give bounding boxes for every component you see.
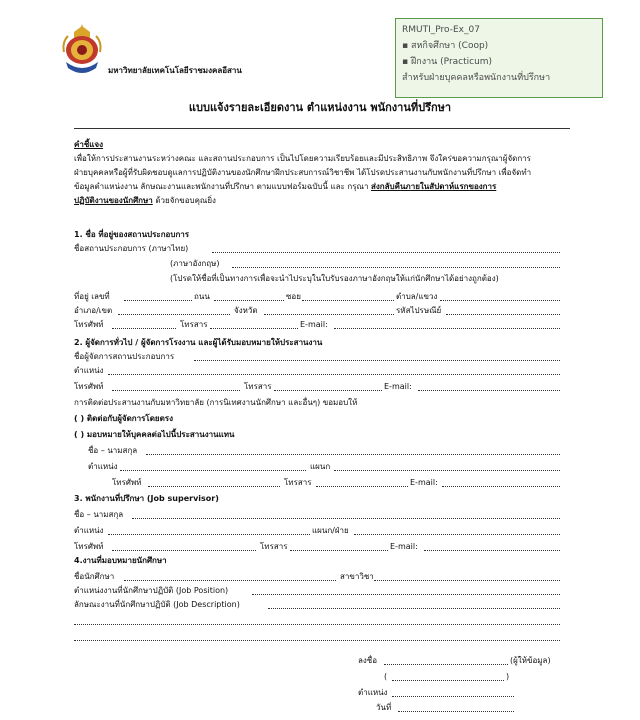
student-label: ชื่อนักศึกษา: [74, 572, 115, 581]
s3-dept-label: แผนก/ฝ่าย: [312, 526, 349, 535]
s1-email-field[interactable]: [334, 328, 560, 329]
university-name: มหาวิทยาลัยเทคโนโลยีราชมงคลอีสาน: [108, 66, 242, 75]
instructions-line2: ฝ่ายบุคคลหรือผู้ที่รับผิดชอบดูแลการปฏิบัติงานของนักศึกษาฝึกประสบการณ์วิชาชีพ ได้โปรดประสานงานกับพนักงานที่ปรึกษา เพื่อจัดทำ: [74, 168, 532, 177]
job-desc-line-3[interactable]: [74, 640, 560, 641]
sign-position-field[interactable]: [392, 696, 514, 697]
s3-email-field[interactable]: [424, 550, 560, 551]
delegate-email-field[interactable]: [442, 486, 560, 487]
subdistrict-field[interactable]: [440, 300, 560, 301]
informant-label: (ผู้ให้ข้อมูล): [510, 656, 551, 665]
delegate-position-label: ตำแหน่ง: [88, 462, 118, 471]
s2-phone-label: โทรศัพท์: [74, 382, 104, 391]
delegate-dept-label: แผนก: [310, 462, 331, 471]
s2-phone-field[interactable]: [112, 390, 240, 391]
paren-open: (: [384, 672, 388, 681]
s2-fax-field[interactable]: [274, 390, 382, 391]
s2-position-field[interactable]: [108, 374, 560, 375]
delegate-fax-label: โทรสาร: [284, 478, 312, 487]
for-note: สำหรับฝ่ายบุคคลหรือพนักงานที่ปรึกษา: [402, 73, 551, 83]
major-field[interactable]: [374, 580, 560, 581]
s2-fax-label: โทรสาร: [244, 382, 272, 391]
option-delegate[interactable]: ( ) มอบหมายให้บุคคลต่อไปนี้ประสานงานแทน: [74, 430, 235, 439]
delegate-name-label: ชื่อ – นามสกุล: [88, 446, 138, 455]
title-rule: [74, 128, 570, 129]
s3-name-label: ชื่อ – นามสกุล: [74, 510, 124, 519]
s1-email-label: E-mail:: [300, 320, 328, 329]
delegate-phone-label: โทรศัพท์: [112, 478, 142, 487]
job-desc-field[interactable]: [268, 608, 560, 609]
form-code-box: [395, 18, 603, 98]
delegate-phone-field[interactable]: [148, 486, 280, 487]
section1-heading: 1. ชื่อ ที่อยู่ของสถานประกอบการ: [74, 230, 190, 239]
sign-date-field[interactable]: [398, 711, 514, 712]
company-name-note: (โปรดให้ชื่อที่เป็นทางการเพื่อจะนำไประบุในใบรับรองภาษาอังกฤษให้แก่นักศึกษาได้อย่างถูกต้อง): [170, 274, 499, 283]
s1-phone-field[interactable]: [112, 328, 176, 329]
option-direct-manager[interactable]: ( ) ติดต่อกับผู้จัดการโดยตรง: [74, 414, 173, 423]
option-coop: ▪ สหกิจศึกษา (Coop): [402, 41, 489, 51]
postcode-label: รหัสไปรษณีย์: [396, 306, 442, 315]
instructions-line4: ปฏิบัติงานของนักศึกษา ด้วยจักขอบคุณยิ่ง: [74, 196, 216, 205]
s3-position-field[interactable]: [108, 534, 310, 535]
manager-label: ชื่อผู้จัดการสถานประกอบการ: [74, 352, 175, 361]
soi-label: ซอย: [286, 292, 301, 301]
delegate-position-field[interactable]: [120, 470, 306, 471]
s3-phone-field[interactable]: [112, 550, 256, 551]
province-label: จังหวัด: [234, 306, 258, 315]
s3-phone-label: โทรศัพท์: [74, 542, 104, 551]
delegate-dept-field[interactable]: [334, 470, 560, 471]
district-label: อำเภอ/เขต: [74, 306, 113, 315]
delegate-email-label: E-mail:: [410, 478, 438, 487]
section4-heading: 4.งานที่มอบหมายนักศึกษา: [74, 556, 167, 565]
address-label: ที่อยู่ เลขที่: [74, 292, 110, 301]
road-label: ถนน: [194, 292, 210, 301]
paren-close: ): [506, 672, 510, 681]
s3-fax-label: โทรสาร: [260, 542, 288, 551]
district-field[interactable]: [118, 314, 230, 315]
s1-fax-field[interactable]: [210, 328, 298, 329]
company-en-field[interactable]: [232, 267, 560, 268]
student-field[interactable]: [124, 580, 336, 581]
soi-field[interactable]: [302, 300, 394, 301]
s3-fax-field[interactable]: [290, 550, 388, 551]
company-th-label: ชื่อสถานประกอบการ (ภาษาไทย): [74, 244, 189, 253]
road-field[interactable]: [214, 300, 284, 301]
job-desc-label: ลักษณะงานที่นักศึกษาปฏิบัติ (Job Description): [74, 600, 240, 609]
job-position-label: ตำแหน่งงานที่นักศึกษาปฏิบัติ (Job Position): [74, 586, 229, 595]
university-seal-icon: [60, 22, 104, 76]
s3-dept-field[interactable]: [354, 534, 560, 535]
subdistrict-label: ตำบล/แขวง: [396, 292, 438, 301]
major-label: สาขาวิชา: [340, 572, 374, 581]
company-en-label: (ภาษาอังกฤษ): [170, 259, 220, 268]
form-code: RMUTI_Pro-Ex_07: [402, 25, 480, 35]
form-title: แบบแจ้งรายละเอียดงาน ตำแหน่งงาน พนักงานที่ปรึกษา: [188, 101, 452, 114]
s3-email-label: E-mail:: [390, 542, 418, 551]
s1-phone-label: โทรศัพท์: [74, 320, 104, 329]
company-th-field[interactable]: [212, 252, 560, 253]
sign-label: ลงชื่อ: [358, 656, 378, 665]
s3-position-label: ตำแหน่ง: [74, 526, 104, 535]
contact-note: การติดต่อประสานงานกับมหาวิทยาลัย (การนิเทศงานนักศึกษา และอื่นๆ) ขอมอบให้: [74, 398, 358, 407]
instructions-line3: ข้อมูลตำแหน่งงาน ลักษณะงานและพนักงานที่ปรึกษา ตามแบบฟอร์มฉบับนี้ และ กรุณา ส่งกลับคืนภายในสัปดาห์แรกของการ: [74, 182, 497, 191]
province-field[interactable]: [264, 314, 394, 315]
sign-date-label: วันที่: [376, 703, 392, 712]
postcode-field[interactable]: [446, 314, 560, 315]
signature-field[interactable]: [384, 664, 508, 665]
option-practicum: ▪ ฝึกงาน (Practicum): [402, 57, 493, 67]
manager-field[interactable]: [194, 360, 560, 361]
section2-heading: 2. ผู้จัดการทั่วไป / ผู้จัดการโรงงาน และผู้ได้รับมอบหมายให้ประสานงาน: [74, 338, 323, 347]
job-desc-line-2[interactable]: [74, 624, 560, 625]
s2-position-label: ตำแหน่ง: [74, 366, 104, 375]
instructions-line1: เพื่อให้การประสานงานระหว่างคณะ และสถานประกอบการ เป็นไปโดยความเรียบร้อยและมีประสิทธิภาพ จึงใคร่ขอความกรุณาผู้จัดการ: [74, 154, 531, 163]
address-field[interactable]: [124, 300, 192, 301]
delegate-name-field[interactable]: [146, 454, 560, 455]
s3-name-field[interactable]: [132, 518, 560, 519]
s1-fax-label: โทรสาร: [180, 320, 208, 329]
section3-heading: 3. พนักงานที่ปรึกษา (Job supervisor): [74, 494, 219, 503]
sign-position-label: ตำแหน่ง: [358, 688, 388, 697]
s2-email-field[interactable]: [418, 390, 560, 391]
job-position-field[interactable]: [252, 594, 560, 595]
s2-email-label: E-mail:: [384, 382, 412, 391]
delegate-fax-field[interactable]: [316, 486, 408, 487]
instructions-heading: คำชี้แจง: [74, 140, 104, 149]
printed-name-field[interactable]: [392, 680, 504, 681]
